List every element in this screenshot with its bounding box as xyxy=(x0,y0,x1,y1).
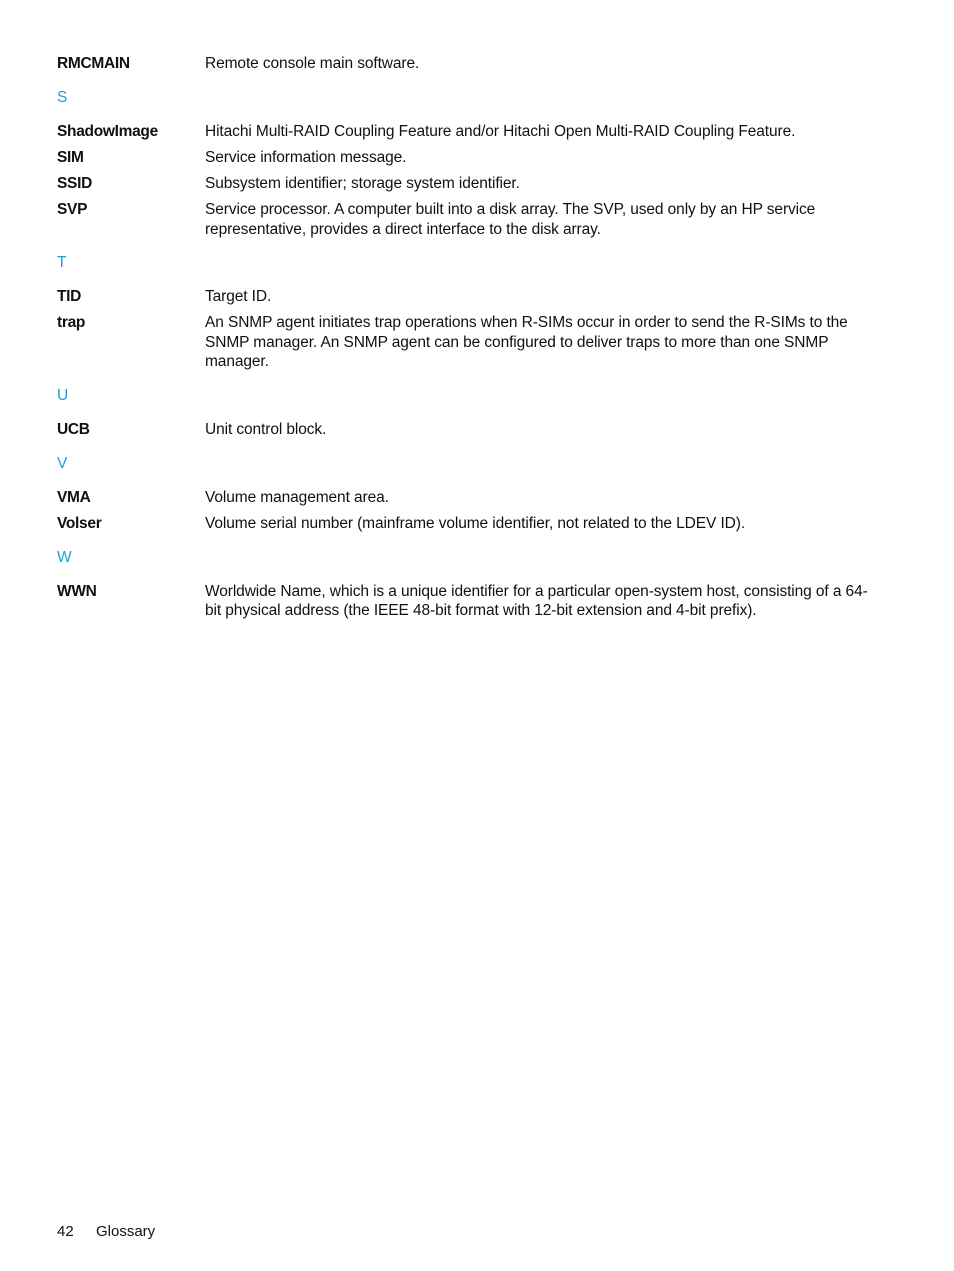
section-letter-w: W xyxy=(57,548,72,566)
glossary-entry-svp xyxy=(57,200,877,239)
glossary-term: SIM xyxy=(57,149,84,166)
glossary-definition: Volume serial number (mainframe volume identifier, not related to the LDEV ID). xyxy=(205,514,746,532)
glossary-term: Volser xyxy=(57,514,102,532)
glossary-definition: Service processor. A computer built into a disk array. The SVP, used only by an HP service representative, provides a direct interface to the disk array. xyxy=(205,201,816,238)
glossary-list xyxy=(57,54,877,627)
glossary-term: WWN xyxy=(57,582,97,600)
glossary-definition: Worldwide Name, which is a unique identifier for a particular open-system host, consisting of a 64-bit physical address (the IEEE 48-bit format with 12-bit extension and 4-bit prefix). xyxy=(205,582,868,619)
page-number: 42 xyxy=(57,1223,74,1240)
glossary-definition: Remote console main software. xyxy=(205,55,420,72)
footer-section-title: Glossary xyxy=(96,1223,156,1240)
glossary-definition: Unit control block. xyxy=(205,420,327,438)
glossary-entry-shadowimage xyxy=(57,122,877,142)
glossary-term: trap xyxy=(57,314,86,331)
glossary-definition: Service information message. xyxy=(205,149,407,166)
page-footer xyxy=(57,1222,155,1242)
section-letter-s: S xyxy=(57,89,68,106)
glossary-term: ShadowImage xyxy=(57,123,158,140)
glossary-entry-rmcmain xyxy=(57,54,877,74)
glossary-definition: An SNMP agent initiates trap operations when R-SIMs occur in order to send the R-SIMs to the SNMP manager. An SNMP agent can be configured to deliver traps to more than one SNMP manager. xyxy=(205,314,848,370)
glossary-term: SSID xyxy=(57,175,92,192)
glossary-entry-volser xyxy=(57,514,877,534)
glossary-term: SVP xyxy=(57,201,88,218)
glossary-entry-sim xyxy=(57,148,877,168)
section-letter-t: T xyxy=(57,254,67,271)
section-letter-u: U xyxy=(57,386,69,404)
glossary-entry-trap xyxy=(57,313,877,372)
glossary-definition: Volume management area. xyxy=(205,488,389,506)
glossary-definition: Target ID. xyxy=(205,288,272,305)
glossary-term: VMA xyxy=(57,488,91,506)
glossary-definition: Hitachi Multi-RAID Coupling Feature and/or Hitachi Open Multi-RAID Coupling Feature. xyxy=(205,123,796,140)
glossary-definition: Subsystem identifier; storage system identifier. xyxy=(205,175,520,192)
section-letter-v: V xyxy=(57,454,68,472)
glossary-entry-wwn xyxy=(57,582,877,621)
glossary-term: UCB xyxy=(57,420,90,438)
glossary-entry-tid xyxy=(57,287,877,307)
glossary-entry-vma xyxy=(57,488,877,508)
glossary-entry-ssid xyxy=(57,174,877,194)
glossary-term: TID xyxy=(57,288,82,305)
glossary-entry-ucb xyxy=(57,420,877,440)
glossary-term: RMCMAIN xyxy=(57,55,130,72)
